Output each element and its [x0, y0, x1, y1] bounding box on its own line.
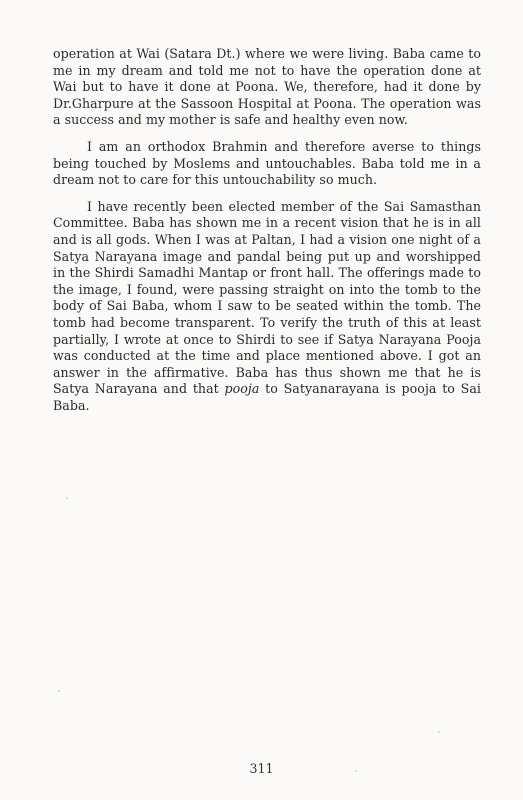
paragraph-3 — [53, 199, 481, 415]
paragraph-3-segment-3: to Satyanarayana is pooja to Sai Baba. — [53, 381, 481, 413]
body-text — [53, 46, 481, 424]
paragraph-3-segment-1: I have recently been elected member of the Sai Samasthan Committee. Baba has shown me in a recent vision that he is in all and is all gods. When I was at Paltan, I had a vision one night of a Satya Narayana image and pandal being put up and worshipped in the Shirdi Samadhi Mantap or front hall. The offerings made to the image, I found, were passing straight on into the tomb to the body of Sai Baba, whom I saw to be seated within the tomb. The tomb had become transparent. To verify the truth of this at least partially, I wrote at once to Shirdi to see if Satya Narayana Pooja was conducted at the time and place mentioned above. I got an answer in the affirmative. Baba has thus shown me that he is Satya Narayana and that — [53, 198, 481, 397]
paragraph-1-segment-1: operation at Wai (Satara Dt.) where we were living. Baba came to me in my dream and told me not to have the operation done at Wai but to have it done at Poona. We, therefore, had it done by Dr.Gharpure at the Sassoon Hospital at Poona. The operation was a success and my mother is safe and healthy even now. — [53, 46, 481, 128]
scan-speck — [355, 770, 357, 772]
scan-speck — [66, 497, 68, 499]
scan-speck — [438, 731, 440, 733]
paragraph-2 — [53, 139, 481, 189]
paragraph-3-italic-term: pooja — [224, 381, 260, 397]
paragraph-1 — [53, 46, 481, 129]
page-number: 311 — [249, 761, 274, 776]
paragraph-2-segment-1: I am an orthodox Brahmin and therefore averse to things being touched by Moslems and untouchables. Baba told me in a dream not to care for this untouchability so much. — [53, 138, 481, 188]
scan-speck — [58, 690, 60, 692]
